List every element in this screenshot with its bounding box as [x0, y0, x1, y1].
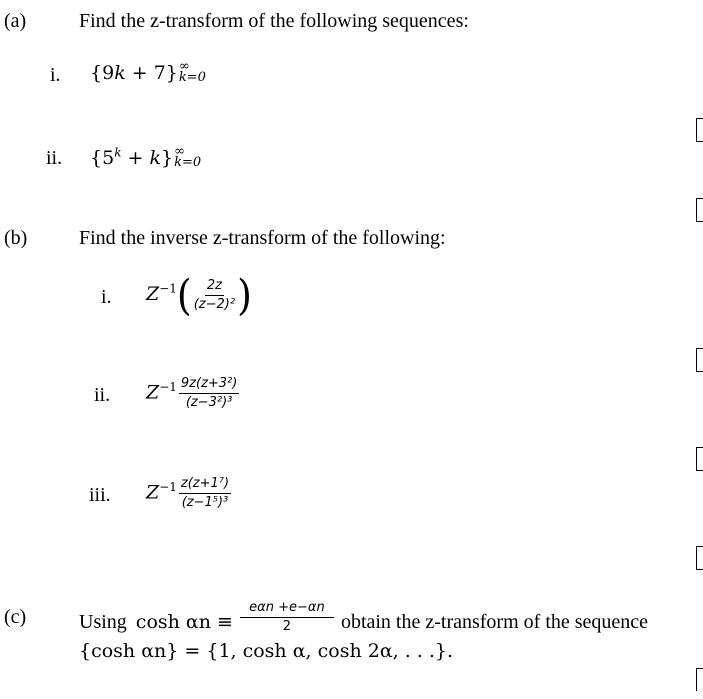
- part-b-item-1-number: i.: [101, 286, 112, 308]
- operator-z: Z: [146, 283, 160, 305]
- part-b-item-3-number: iii.: [89, 484, 111, 506]
- fraction-denominator: (z−3²)³: [185, 395, 233, 410]
- part-c-label: (c): [4, 606, 27, 628]
- part-c-sequence-line: {cosh αn} = {1, cosh α, cosh 2α, . . .}.: [79, 640, 454, 662]
- mark-bracket-1: [696, 118, 703, 142]
- part-a-item-2-expression: [90, 146, 201, 170]
- part-a-item-1-number: i.: [50, 64, 61, 86]
- part-a-instruction: Find the z-transform of the following sequences:: [79, 10, 469, 32]
- operator-sup: −1: [159, 380, 177, 395]
- fraction-denominator: (z−1⁵)³: [181, 495, 229, 510]
- operator-sup: −1: [159, 281, 177, 296]
- part-b-item-3-expression: [146, 476, 231, 511]
- operator-sup: −1: [159, 480, 177, 495]
- part-a-label: (a): [4, 10, 27, 32]
- fraction-numerator: 9z(z+3²): [179, 376, 239, 394]
- right-paren: ): [237, 270, 252, 320]
- operator-z: Z: [146, 381, 160, 404]
- left-paren: (: [176, 270, 192, 320]
- cosh-identity-lhs: cosh αn ≡: [135, 611, 233, 634]
- fraction-denominator: (z−2)²: [193, 296, 236, 312]
- part-a-item-1-expression: [90, 59, 206, 85]
- mark-bracket-5: [696, 546, 703, 570]
- mark-bracket-3: [696, 348, 703, 372]
- mark-bracket-2: [696, 198, 703, 222]
- mark-bracket-4: [696, 447, 703, 471]
- fraction-numerator: 2z: [205, 278, 224, 296]
- expr-sub: k=0: [178, 70, 206, 85]
- expr-text: $\{5^k + k\}$: [90, 146, 174, 170]
- part-b-item-2-expression: [146, 376, 239, 411]
- identity-fraction-numerator: eαn +e−αn: [240, 600, 334, 618]
- fraction-numerator: z(z+1⁷): [179, 476, 231, 494]
- operator-z: Z: [146, 481, 160, 504]
- expr-sub: k=0: [174, 155, 202, 171]
- expr-sup: ∞: [178, 59, 190, 74]
- part-a-item-2-number: ii.: [46, 147, 63, 169]
- identity-fraction-denominator: 2: [282, 619, 292, 634]
- obtain-text: obtain the z-transform of the sequence: [340, 611, 649, 634]
- mark-bracket-6: [696, 668, 703, 691]
- expr-text: {9k + 7}: [90, 62, 178, 84]
- part-b-item-1-expression: [146, 270, 252, 320]
- using-text: Using: [79, 611, 127, 634]
- part-b-item-2-number: ii.: [94, 384, 111, 406]
- part-b-label: (b): [4, 227, 28, 249]
- part-b-instruction: Find the inverse z-transform of the following:: [79, 227, 446, 249]
- expr-sup: ∞: [174, 144, 185, 160]
- part-c-line-1: [79, 594, 649, 634]
